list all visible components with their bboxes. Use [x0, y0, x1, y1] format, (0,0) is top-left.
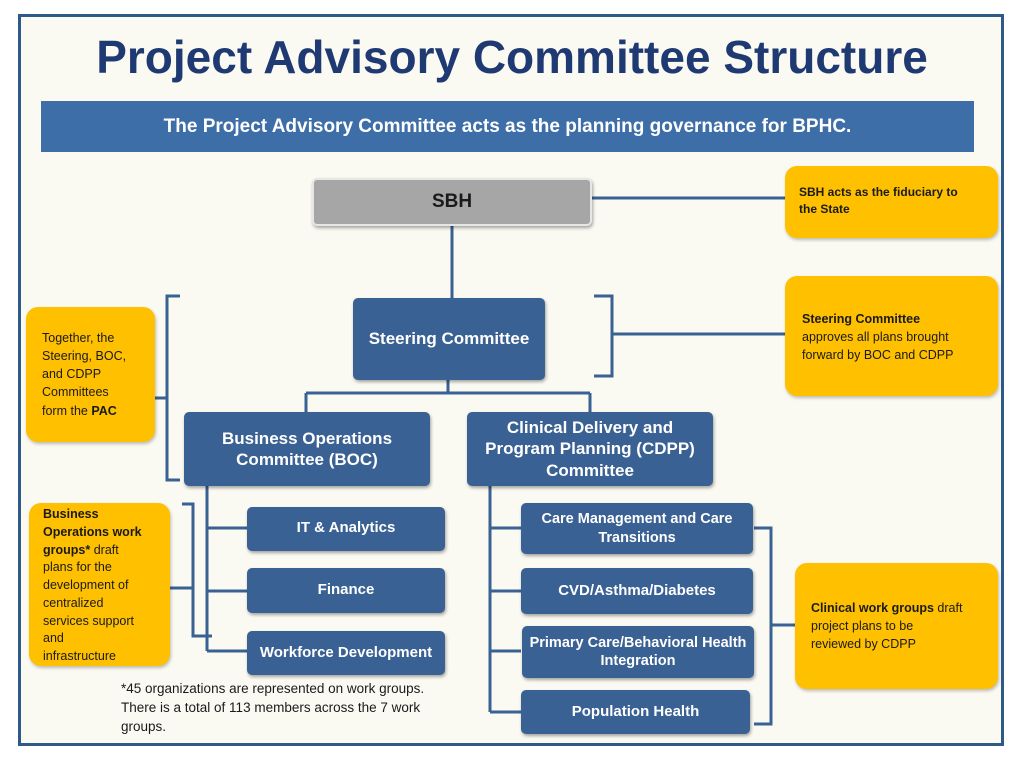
it-analytics-box	[247, 507, 445, 551]
boc-box	[184, 412, 430, 486]
steering-committee-box	[353, 298, 545, 380]
note-sbh-line1: SBH acts as the fiduciary to	[799, 185, 958, 199]
cdpp-box	[467, 412, 713, 486]
primary-care-label-line1: Primary Care/Behavioral Health	[529, 634, 747, 651]
note-boc-line8: and	[43, 631, 64, 646]
note-boc-rest3: draft	[90, 542, 119, 557]
note-boc-line7: services support	[43, 613, 135, 628]
care-management-label-line1: Care Management and Care	[541, 511, 733, 528]
note-pac-line1: Together, the	[42, 331, 115, 345]
note-pac-line5	[42, 402, 139, 420]
cvd-asthma-diabetes-box	[521, 568, 753, 614]
note-clinical-line1	[811, 599, 982, 617]
workforce-development-label: Workforce Development	[259, 643, 433, 661]
note-sbh-fiduciary	[785, 166, 998, 238]
bracket-clinical	[754, 528, 771, 724]
note-steering-line2: forward by BOC and CDPP	[802, 348, 954, 363]
note-clinical-rest1: draft	[933, 601, 963, 615]
cdpp-label-line3: Committee	[546, 460, 634, 480]
care-management-box	[521, 503, 753, 554]
sbh-label: SBH	[431, 191, 473, 213]
footnote-line3: groups.	[121, 718, 167, 734]
note-clinical-line3: reviewed by CDPP	[811, 637, 916, 652]
note-pac-line3: and CDPP	[42, 367, 102, 382]
boc-label-line2: Committee (BOC)	[236, 450, 378, 469]
note-pac-line4: Committees	[42, 385, 109, 400]
boc-label-line1: Business Operations	[221, 428, 393, 448]
page-title: Project Advisory Committee Structure	[96, 31, 928, 83]
primary-care-behavioral-box	[522, 626, 754, 678]
note-boc-bold1: Business	[43, 507, 99, 521]
bracket-steering	[594, 296, 612, 376]
steering-committee-label: Steering Committee	[368, 329, 530, 348]
footnote-line2: There is a total of 113 members across the 7 work	[121, 699, 421, 715]
primary-care-label-line2: Integration	[600, 653, 676, 669]
sbh-box	[312, 178, 592, 226]
cvd-asthma-diabetes-label: CVD/Asthma/Diabetes	[558, 581, 716, 599]
footnote-line1: *45 organizations are represented on work groups.	[121, 681, 425, 696]
note-boc-bold2: Operations work	[43, 524, 142, 539]
note-clinical-bold: Clinical work groups	[811, 601, 934, 615]
note-pac-line2: Steering, BOC,	[42, 349, 127, 364]
population-health-box	[521, 690, 750, 734]
note-clinical-workgroups	[795, 563, 998, 689]
note-pac-line5-pre: form the	[42, 403, 92, 418]
note-boc-bold3: groups*	[43, 542, 91, 557]
note-boc-line5: development of	[43, 578, 129, 592]
cdpp-label-line1: Clinical Delivery and	[506, 418, 674, 438]
bracket-pac	[167, 296, 180, 480]
note-clinical-line2: project plans to be	[811, 619, 914, 634]
subtitle-text: The Project Advisory Committee acts as the planning governance for BPHC.	[163, 115, 852, 137]
note-boc-line6: centralized	[43, 595, 104, 610]
note-steering-approves	[785, 276, 998, 396]
finance-box	[247, 568, 445, 613]
note-boc-line9: infrastructure	[43, 649, 116, 663]
population-health-label: Population Health	[571, 702, 700, 720]
care-management-label-line2: Transitions	[598, 529, 676, 546]
finance-label: Finance	[317, 581, 375, 598]
note-pac	[26, 307, 155, 442]
note-pac-line5-bold: PAC	[91, 403, 117, 418]
it-analytics-label: IT & Analytics	[296, 519, 396, 536]
note-steering-line1: approves all plans brought	[802, 330, 949, 345]
note-boc-line3	[43, 542, 156, 560]
cdpp-label-line2: Program Planning (CDPP)	[485, 439, 695, 459]
note-sbh-line2: the State	[799, 202, 850, 217]
workforce-development-box	[247, 631, 445, 675]
note-boc-workgroups	[29, 503, 170, 666]
note-steering-bold: Steering Committee	[802, 312, 921, 326]
note-boc-line4: plans for the	[43, 560, 112, 575]
footnote	[121, 680, 461, 737]
